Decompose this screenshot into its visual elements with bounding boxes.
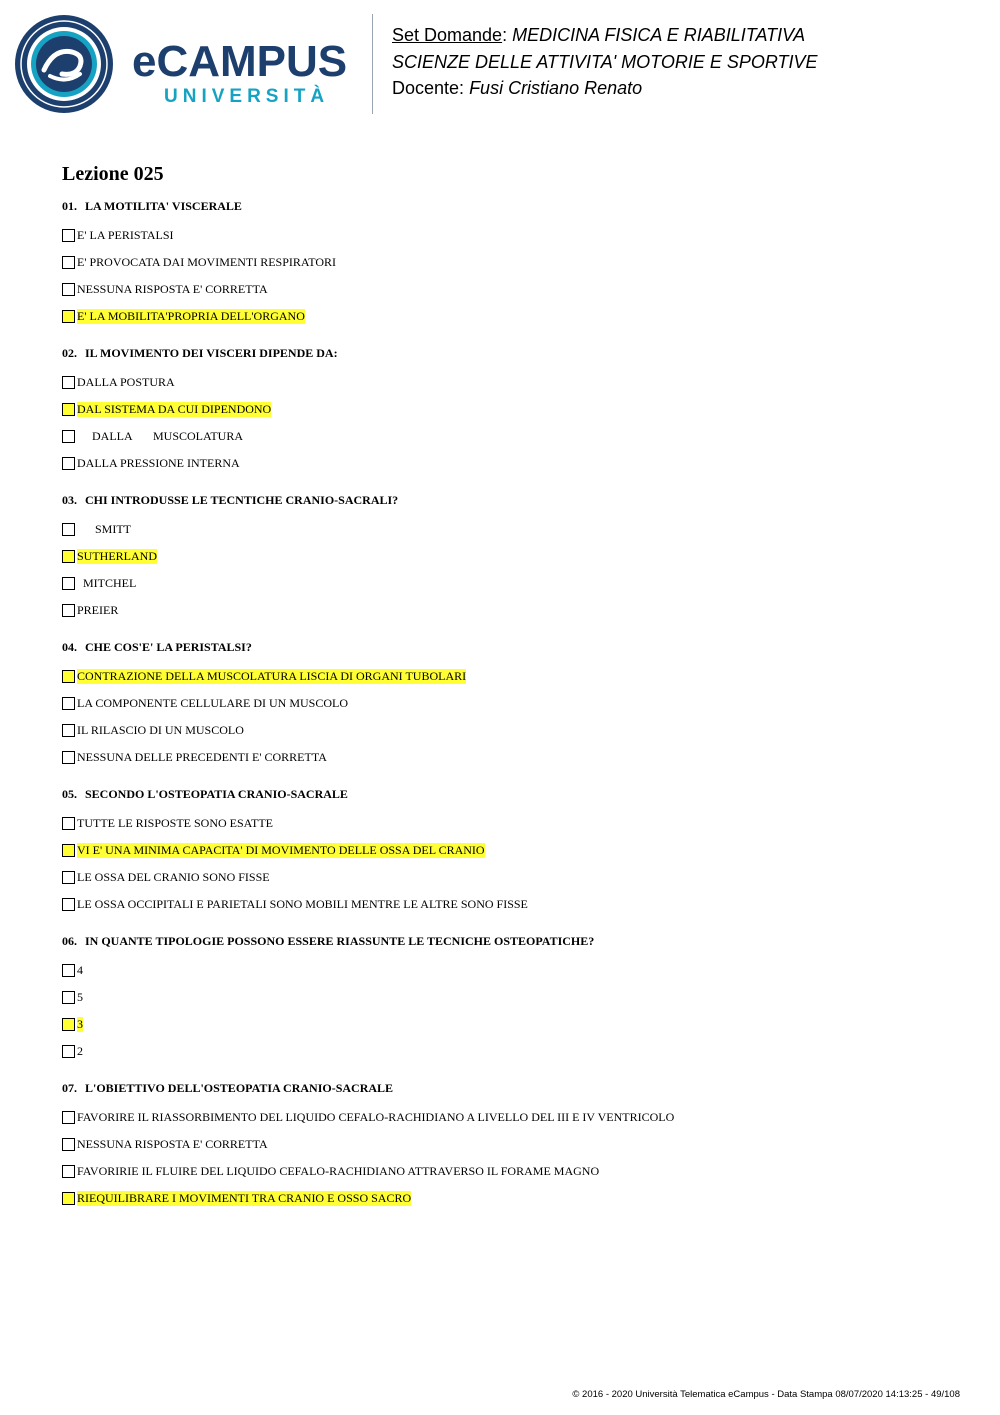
checkbox-icon[interactable] [62, 310, 75, 323]
answer-text: DALLA PRESSIONE INTERNA [77, 456, 240, 470]
question-number: 07. [62, 1081, 77, 1095]
brand-logo [132, 37, 348, 108]
answer-text: PREIER [77, 603, 119, 617]
question-text: LA MOTILITA' VISCERALE [85, 199, 242, 213]
brand-subtitle: UNIVERSITÀ [164, 86, 330, 107]
question [62, 931, 962, 1065]
question-text: CHE COS'E' LA PERISTALSI? [85, 640, 252, 654]
question-list [62, 196, 962, 1212]
answer-option[interactable] [62, 891, 962, 918]
checkbox-icon[interactable] [62, 844, 75, 857]
checkbox-icon[interactable] [62, 1192, 75, 1205]
answer-text: LE OSSA OCCIPITALI E PARIETALI SONO MOBILI MENTRE LE ALTRE SONO FISSE [77, 897, 528, 911]
answer-option-correct[interactable] [62, 543, 962, 570]
answer-option[interactable] [62, 450, 962, 477]
teacher-label: Docente: [392, 78, 465, 98]
answer-option[interactable] [62, 957, 962, 984]
set-line-1: Set Domande: MEDICINA FISICA E RIABILITATIVA [392, 25, 806, 45]
answer-text: VI E' UNA MINIMA CAPACITA' DI MOVIMENTO DELLE OSSA DEL CRANIO [77, 843, 485, 857]
answer-text: DALLA MUSCOLATURA [77, 429, 244, 443]
checkbox-icon[interactable] [62, 1111, 75, 1124]
checkbox-icon[interactable] [62, 430, 75, 443]
answer-option[interactable] [62, 810, 962, 837]
question-text: IN QUANTE TIPOLOGIE POSSONO ESSERE RIASSUNTE LE TECNICHE OSTEOPATICHE? [85, 934, 595, 948]
question [62, 490, 962, 624]
answer-option[interactable] [62, 864, 962, 891]
checkbox-icon[interactable] [62, 991, 75, 1004]
teacher-name: Fusi Cristiano Renato [469, 78, 643, 98]
answer-text: LA COMPONENTE CELLULARE DI UN MUSCOLO [77, 696, 348, 710]
answer-text: 2 [77, 1044, 83, 1058]
checkbox-icon[interactable] [62, 577, 75, 590]
checkbox-icon[interactable] [62, 724, 75, 737]
answer-text: 5 [77, 990, 83, 1004]
checkbox-icon[interactable] [62, 817, 75, 830]
checkbox-icon[interactable] [62, 964, 75, 977]
question-text: IL MOVIMENTO DEI VISCERI DIPENDE DA: [85, 346, 338, 360]
question-text: SECONDO L'OSTEOPATIA CRANIO-SACRALE [85, 787, 348, 801]
checkbox-icon[interactable] [62, 871, 75, 884]
answer-text: 3 [77, 1017, 83, 1031]
answer-option-correct[interactable] [62, 396, 962, 423]
answer-option[interactable] [62, 423, 962, 450]
question-number: 06. [62, 934, 77, 948]
checkbox-icon[interactable] [62, 550, 75, 563]
course-line-1: MEDICINA FISICA E RIABILITATIVA [512, 25, 806, 45]
question-title [62, 1078, 962, 1098]
answer-text: E' LA PERISTALSI [77, 228, 174, 242]
answer-text: IL RILASCIO DI UN MUSCOLO [77, 723, 244, 737]
page-header [0, 0, 1000, 130]
question-text: L'OBIETTIVO DELL'OSTEOPATIA CRANIO-SACRALE [85, 1081, 394, 1095]
question-number: 02. [62, 346, 77, 360]
brand-name: eCAMPUS [132, 37, 348, 86]
answer-text: TUTTE LE RISPOSTE SONO ESATTE [77, 816, 273, 830]
question-text: CHI INTRODUSSE LE TECNTICHE CRANIO-SACRALI? [85, 493, 399, 507]
answer-option-correct[interactable] [62, 663, 962, 690]
question-title [62, 637, 962, 657]
question-number: 01. [62, 199, 77, 213]
question [62, 637, 962, 771]
question [62, 1078, 962, 1212]
checkbox-icon[interactable] [62, 256, 75, 269]
answer-text: NESSUNA RISPOSTA E' CORRETTA [77, 1137, 268, 1151]
checkbox-icon[interactable] [62, 604, 75, 617]
ecampus-seal-icon [14, 14, 114, 114]
question-number: 05. [62, 787, 77, 801]
checkbox-icon[interactable] [62, 898, 75, 911]
checkbox-icon[interactable] [62, 403, 75, 416]
answer-option[interactable] [62, 717, 962, 744]
quiz-content [62, 160, 962, 1225]
question-title [62, 343, 962, 363]
answer-text: DALLA POSTURA [77, 375, 175, 389]
answer-text: MITCHEL [77, 576, 137, 590]
answer-option[interactable] [62, 369, 962, 396]
checkbox-icon[interactable] [62, 670, 75, 683]
answer-option[interactable] [62, 1158, 962, 1185]
answer-option[interactable] [62, 249, 962, 276]
checkbox-icon[interactable] [62, 1045, 75, 1058]
answer-text: LE OSSA DEL CRANIO SONO FISSE [77, 870, 270, 884]
answer-text: SMITT [77, 522, 131, 536]
question [62, 784, 962, 918]
answer-option[interactable] [62, 570, 962, 597]
course-line-2: SCIENZE DELLE ATTIVITA' MOTORIE E SPORTIVE [392, 51, 818, 72]
answer-text: NESSUNA RISPOSTA E' CORRETTA [77, 282, 268, 296]
answer-text: E' LA MOBILITA'PROPRIA DELL'ORGANO [77, 309, 305, 323]
checkbox-icon[interactable] [62, 229, 75, 242]
question-title [62, 931, 962, 951]
answer-text: FAVORIRIE IL FLUIRE DEL LIQUIDO CEFALO-RACHIDIANO ATTRAVERSO IL FORAME MAGNO [77, 1164, 600, 1178]
answer-text: SUTHERLAND [77, 549, 157, 563]
answer-option[interactable] [62, 222, 962, 249]
checkbox-icon[interactable] [62, 1018, 75, 1031]
question-number: 04. [62, 640, 77, 654]
checkbox-icon[interactable] [62, 523, 75, 536]
checkbox-icon[interactable] [62, 457, 75, 470]
answer-option-correct[interactable] [62, 1011, 962, 1038]
answer-option-correct[interactable] [62, 1185, 962, 1212]
question [62, 343, 962, 477]
question-title [62, 784, 962, 804]
answer-option[interactable] [62, 597, 962, 624]
checkbox-icon[interactable] [62, 1165, 75, 1178]
checkbox-icon[interactable] [62, 1138, 75, 1151]
answer-option[interactable] [62, 984, 962, 1011]
header-divider [372, 14, 373, 114]
answer-option[interactable] [62, 276, 962, 303]
set-label: Set Domande [392, 25, 503, 45]
lesson-title: Lezione 025 [62, 163, 164, 185]
answer-text: DAL SISTEMA DA CUI DIPENDONO [77, 402, 272, 416]
answer-text: E' PROVOCATA DAI MOVIMENTI RESPIRATORI [77, 255, 336, 269]
answer-option[interactable] [62, 744, 962, 771]
question-title [62, 490, 962, 510]
answer-text: 4 [77, 963, 83, 977]
answer-text: FAVORIRE IL RIASSORBIMENTO DEL LIQUIDO CEFALO-RACHIDIANO A LIVELLO DEL III E IV VENTRICOLO [77, 1110, 675, 1124]
set-line-2 [392, 49, 818, 76]
answer-option[interactable] [62, 1131, 962, 1158]
question-number: 03. [62, 493, 77, 507]
answer-option[interactable] [62, 690, 962, 717]
question-title [62, 196, 962, 216]
teacher-line [392, 75, 818, 102]
answer-option[interactable] [62, 1038, 962, 1065]
answer-text: CONTRAZIONE DELLA MUSCOLATURA LISCIA DI ORGANI TUBOLARI [77, 669, 467, 683]
answer-option-correct[interactable] [62, 837, 962, 864]
checkbox-icon[interactable] [62, 751, 75, 764]
answer-text: RIEQUILIBRARE I MOVIMENTI TRA CRANIO E OSSO SACRO [77, 1191, 412, 1205]
checkbox-icon[interactable] [62, 376, 75, 389]
question [62, 196, 962, 330]
answer-text: NESSUNA DELLE PRECEDENTI E' CORRETTA [77, 750, 327, 764]
checkbox-icon[interactable] [62, 697, 75, 710]
page-footer: © 2016 - 2020 Università Telematica eCampus - Data Stampa 08/07/2020 14:13:25 - 49/108 [572, 1389, 960, 1400]
checkbox-icon[interactable] [62, 283, 75, 296]
answer-option-correct[interactable] [62, 303, 962, 330]
set-info [392, 22, 818, 102]
answer-option[interactable] [62, 1104, 962, 1131]
answer-option[interactable] [62, 516, 962, 543]
